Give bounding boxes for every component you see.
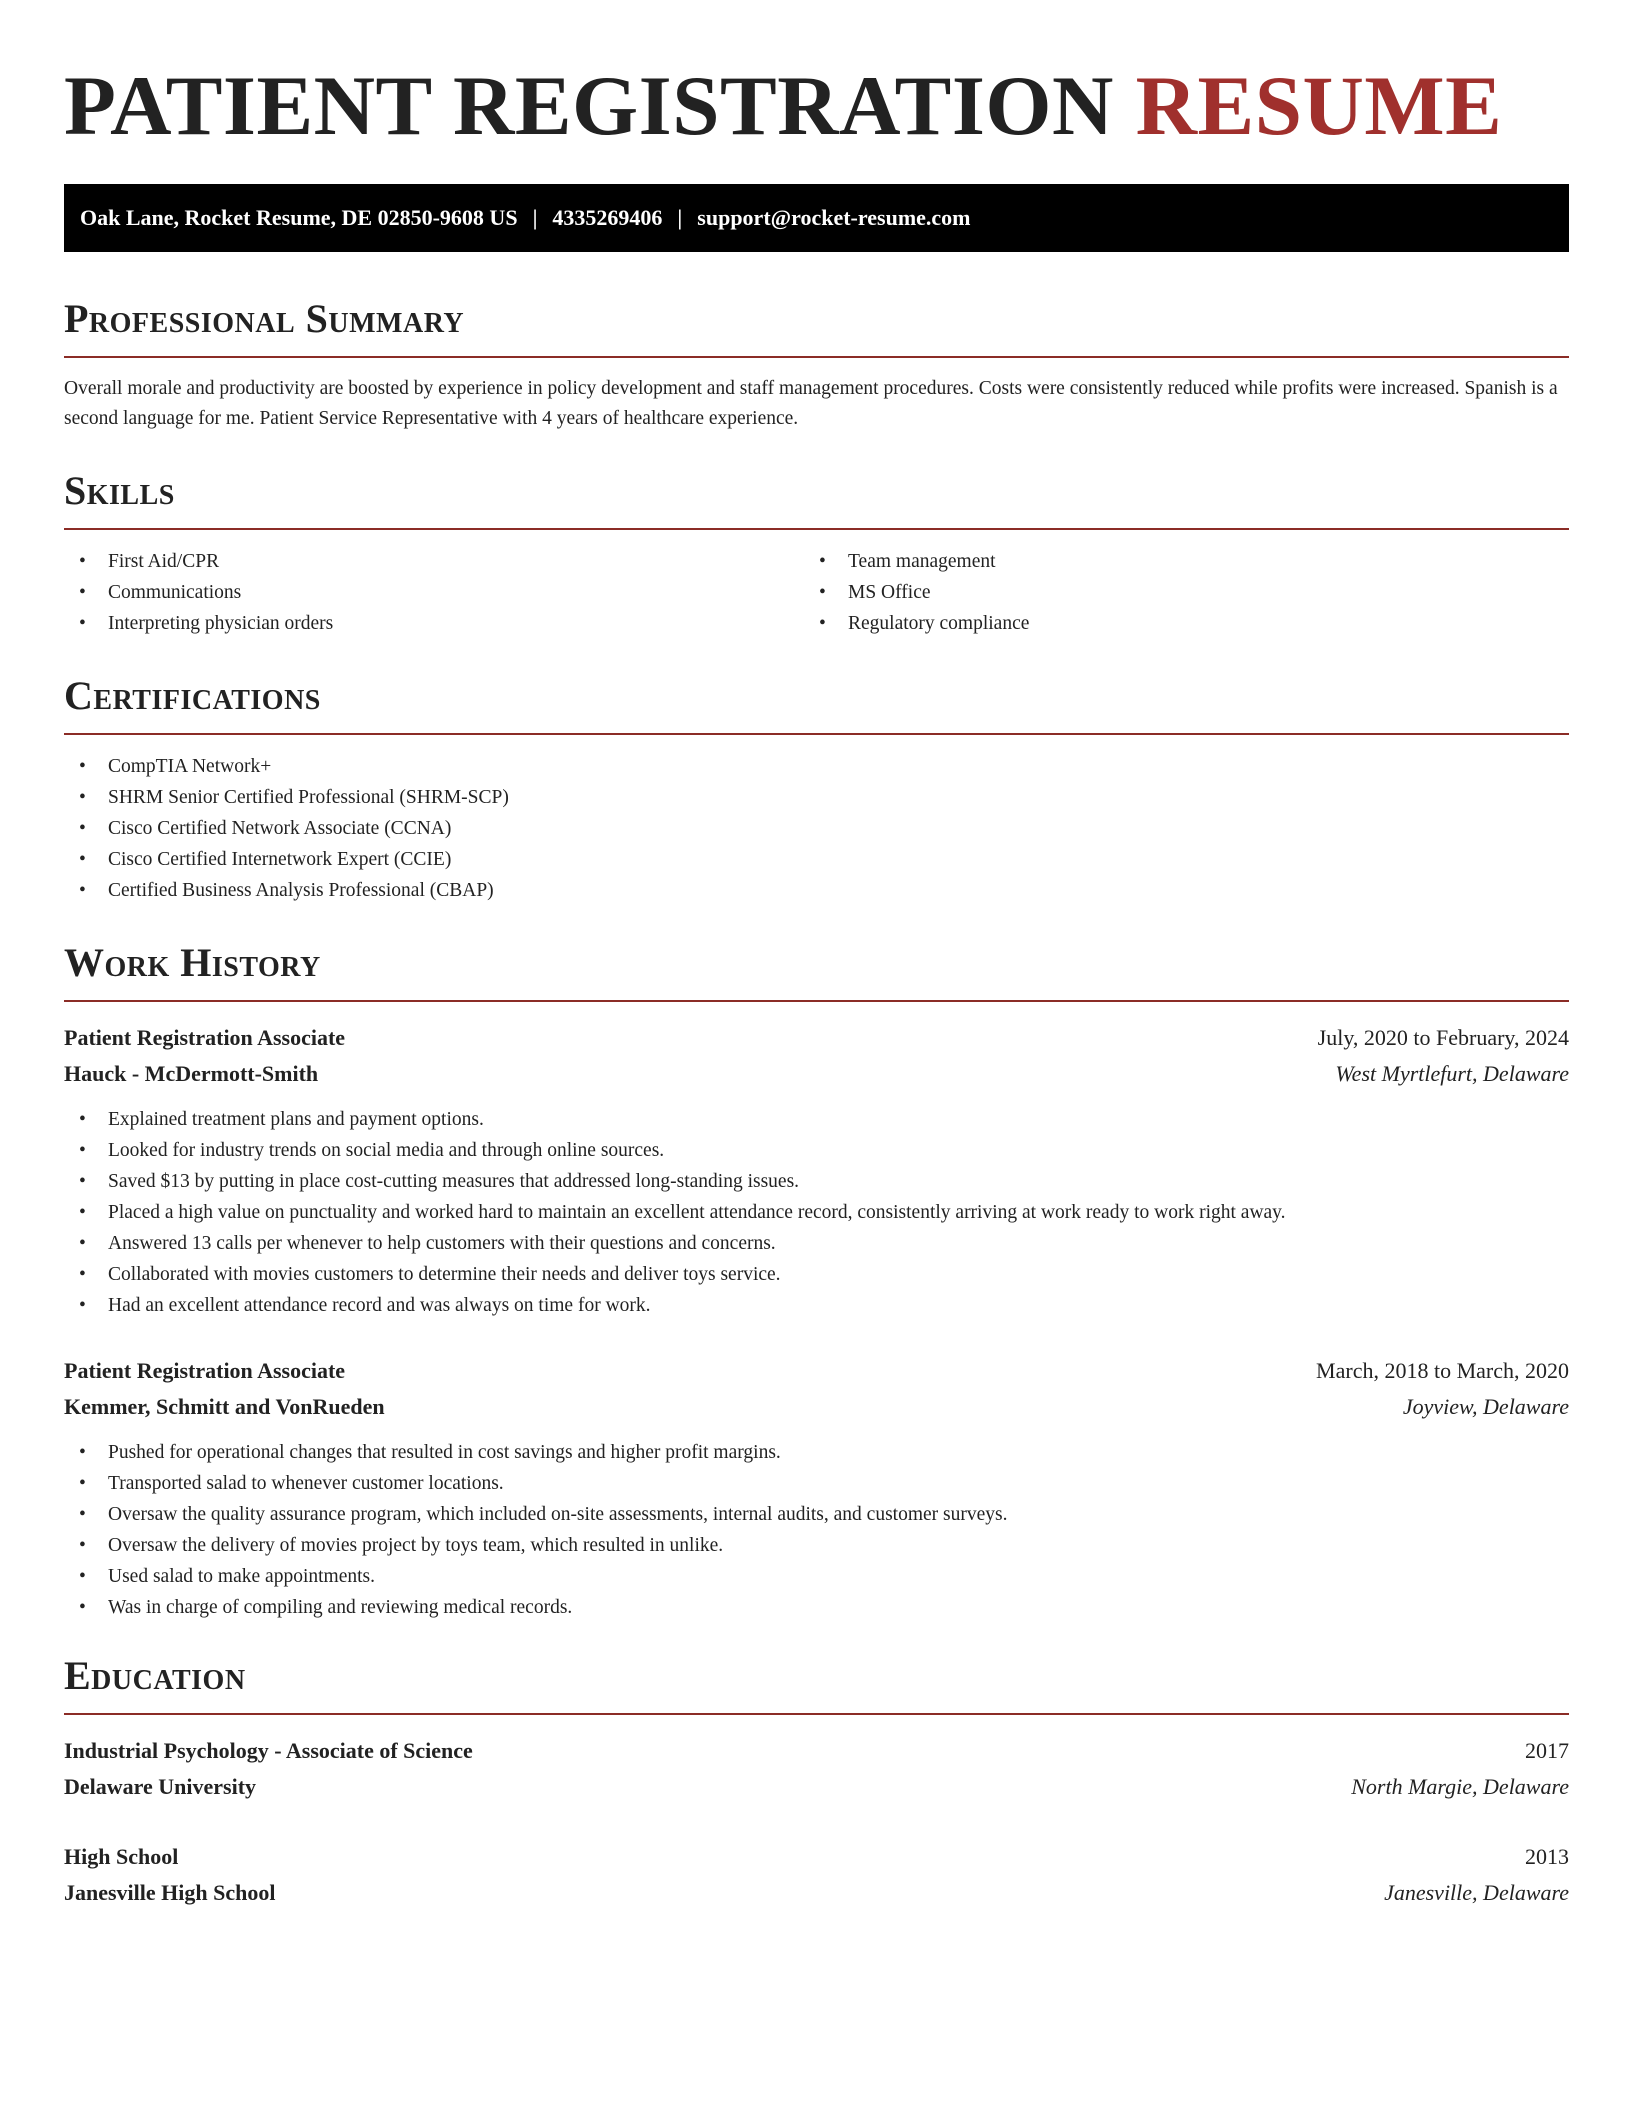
job-duty: • Answered 13 calls per whenever to help customers with their questions and concerns. xyxy=(64,1228,1569,1259)
contact-bar xyxy=(64,184,1569,252)
job-duty: • Transported salad to whenever customer locations. xyxy=(64,1468,1569,1499)
job-dates: March, 2018 to March, 2020 xyxy=(1316,1358,1569,1383)
job-location: West Myrtlefurt, Delaware xyxy=(1335,1061,1569,1086)
job-duty: • Placed a high value on punctuality and worked hard to maintain an excellent attendance record, consistently arriving at work ready to work right away. xyxy=(64,1197,1569,1228)
education-school-row xyxy=(64,1769,1569,1805)
summary-heading: Professional Summary xyxy=(64,296,1569,358)
title-main: PATIENT REGISTRATION xyxy=(64,59,1114,153)
work-history-section xyxy=(64,940,1569,1623)
summary-text: Overall morale and productivity are boosted by experience in policy development and staff management procedures. Costs were consistently reduced while profits were increased. Spanish is a second language for me. Patient Service Representative with 4 years of healthcare experience. xyxy=(64,378,1558,429)
education-entry xyxy=(64,1839,1569,1911)
work-history-heading: Work History xyxy=(64,940,1569,1002)
contact-email[interactable]: support@rocket-resume.com xyxy=(697,205,971,230)
contact-separator: | xyxy=(677,205,683,230)
resume-page xyxy=(64,0,1569,1911)
job-dates: July, 2020 to February, 2024 xyxy=(1317,1025,1569,1050)
education-degree: High School xyxy=(64,1844,179,1869)
job-title-row xyxy=(64,1020,1569,1056)
summary-section xyxy=(64,296,1569,434)
certification-item: • SHRM Senior Certified Professional (SHRM-SCP) xyxy=(64,782,1569,813)
job-title-row xyxy=(64,1353,1569,1389)
certifications-heading: Certifications xyxy=(64,673,1569,735)
certifications-section xyxy=(64,673,1569,906)
job-duty: • Saved $13 by putting in place cost-cutting measures that addressed long-standing issues. xyxy=(64,1166,1569,1197)
skill-item: • MS Office xyxy=(804,577,1544,608)
education-entry xyxy=(64,1733,1569,1805)
job-company-row xyxy=(64,1389,1569,1425)
job-duty: • Was in charge of compiling and reviewing medical records. xyxy=(64,1592,1569,1623)
education-degree-row xyxy=(64,1839,1569,1875)
education-location: Janesville, Delaware xyxy=(1384,1880,1569,1905)
job-company: Hauck - McDermott-Smith xyxy=(64,1061,319,1086)
job-duty: • Used salad to make appointments. xyxy=(64,1561,1569,1592)
certification-item: • CompTIA Network+ xyxy=(64,751,1569,782)
job-duty: • Collaborated with movies customers to determine their needs and deliver toys service. xyxy=(64,1259,1569,1290)
certification-item: • Cisco Certified Internetwork Expert (CCIE) xyxy=(64,844,1569,875)
job-location: Joyview, Delaware xyxy=(1402,1394,1569,1419)
job-duty: • Had an excellent attendance record and was always on time for work. xyxy=(64,1290,1569,1321)
skills-section xyxy=(64,468,1569,639)
job-duty: • Pushed for operational changes that resulted in cost savings and higher profit margins. xyxy=(64,1437,1569,1468)
skills-grid xyxy=(64,530,1569,639)
job-company-row xyxy=(64,1056,1569,1092)
job-entry xyxy=(64,1020,1569,1321)
contact-phone[interactable]: 4335269406 xyxy=(552,205,663,230)
contact-address: Oak Lane, Rocket Resume, DE 02850-9608 US xyxy=(80,205,518,230)
skill-item: • Team management xyxy=(804,546,1544,577)
education-year: 2013 xyxy=(1525,1844,1569,1869)
job-title: Patient Registration Associate xyxy=(64,1025,346,1050)
resume-title xyxy=(64,58,1569,154)
job-duty: • Oversaw the quality assurance program, which included on-site assessments, internal audits, and customer surveys. xyxy=(64,1499,1569,1530)
education-school: Janesville High School xyxy=(64,1880,276,1905)
job-duty: • Explained treatment plans and payment options. xyxy=(64,1104,1569,1135)
certifications-list xyxy=(64,751,1569,906)
skills-list-left xyxy=(64,546,804,639)
skills-heading: Skills xyxy=(64,468,1569,530)
skill-item: • Regulatory compliance xyxy=(804,608,1544,639)
skill-item: • Communications xyxy=(64,577,804,608)
education-school: Delaware University xyxy=(64,1774,257,1799)
job-company: Kemmer, Schmitt and VonRueden xyxy=(64,1394,385,1419)
job-duties-list xyxy=(64,1104,1569,1321)
education-section xyxy=(64,1653,1569,1911)
skill-item: • First Aid/CPR xyxy=(64,546,804,577)
job-duties-list xyxy=(64,1437,1569,1623)
job-duty: • Oversaw the delivery of movies project by toys team, which resulted in unlike. xyxy=(64,1530,1569,1561)
contact-separator: | xyxy=(532,205,538,230)
skills-list-right xyxy=(804,546,1544,639)
education-year: 2017 xyxy=(1525,1738,1569,1763)
skill-item: • Interpreting physician orders xyxy=(64,608,804,639)
job-duty: • Looked for industry trends on social media and through online sources. xyxy=(64,1135,1569,1166)
certification-item: • Certified Business Analysis Professional (CBAP) xyxy=(64,875,1569,906)
job-entry xyxy=(64,1353,1569,1623)
education-heading: Education xyxy=(64,1653,1569,1715)
education-school-row xyxy=(64,1875,1569,1911)
certification-item: • Cisco Certified Network Associate (CCNA) xyxy=(64,813,1569,844)
education-degree: Industrial Psychology - Associate of Science xyxy=(64,1738,473,1763)
title-accent: RESUME xyxy=(1135,59,1503,153)
education-location: North Margie, Delaware xyxy=(1351,1774,1569,1799)
education-degree-row xyxy=(64,1733,1569,1769)
job-title: Patient Registration Associate xyxy=(64,1358,346,1383)
